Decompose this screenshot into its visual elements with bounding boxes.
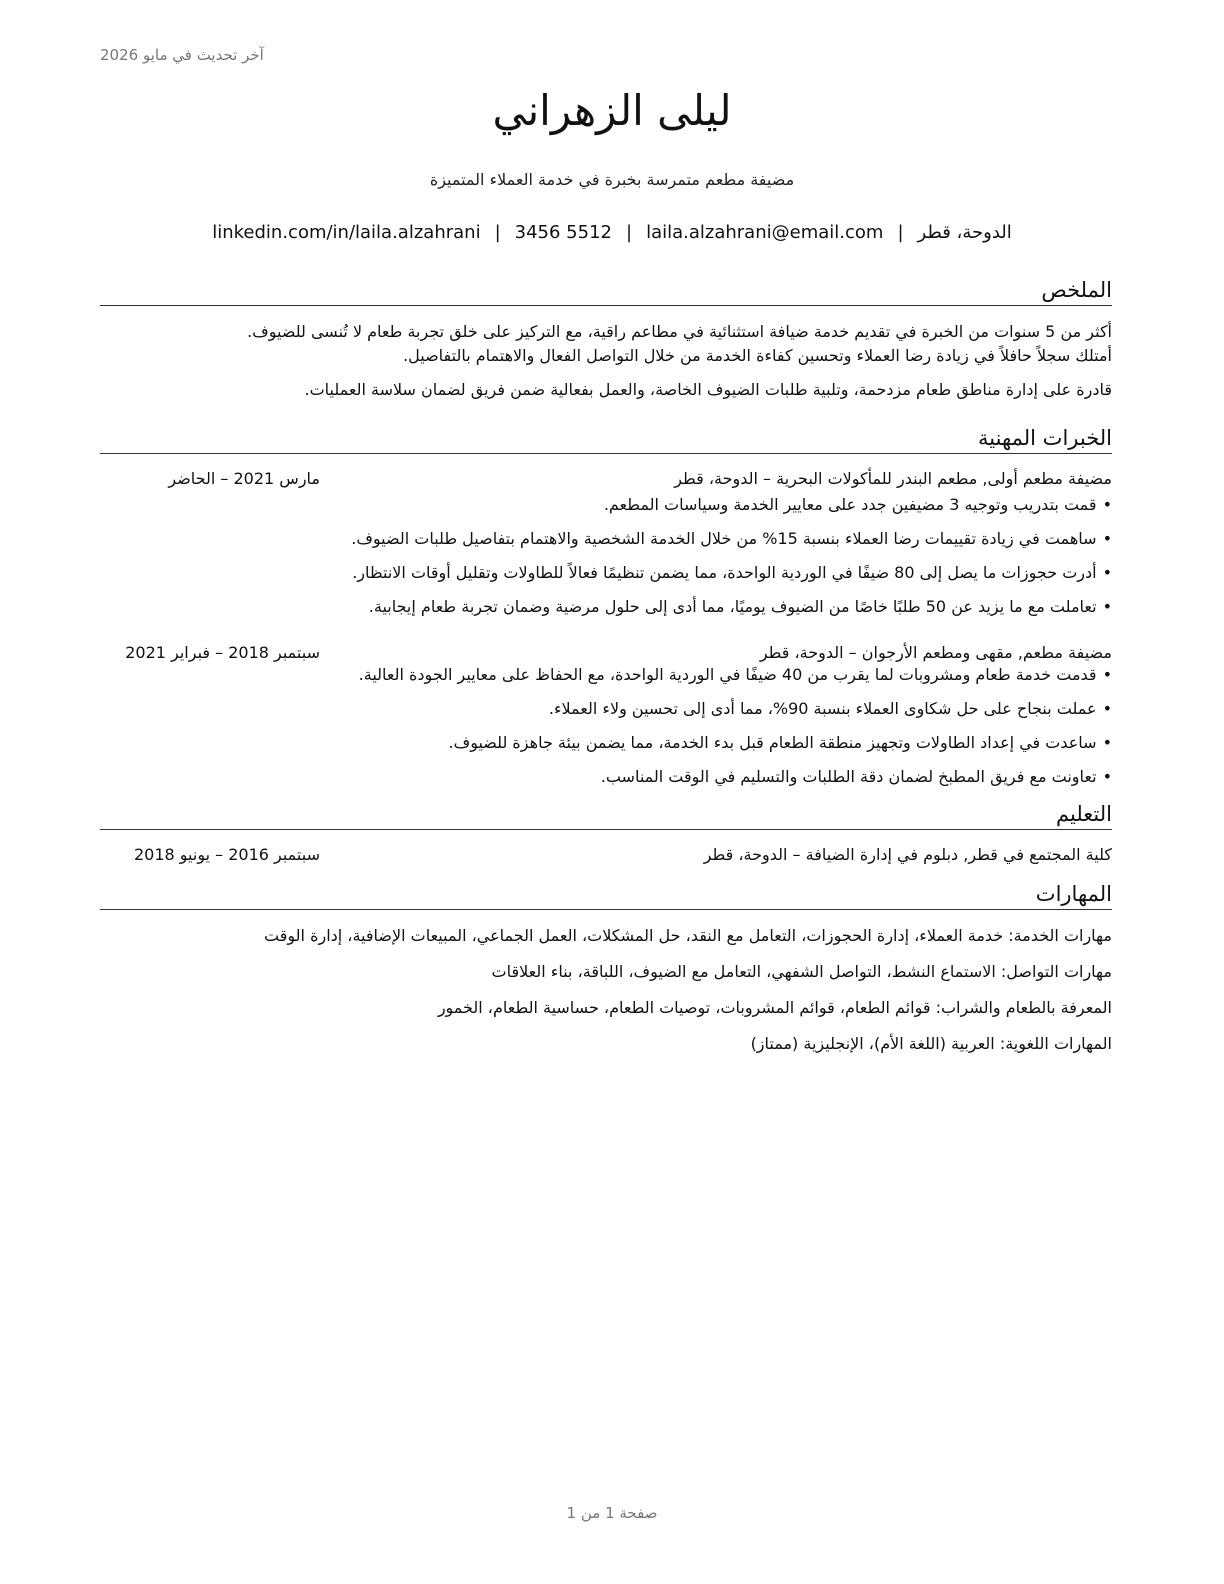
contact-email[interactable]: laila.alzahrani@email.com bbox=[646, 222, 884, 243]
job-bullet: •أدرت حجوزات ما يصل إلى 80 ضيفًا في الوردية الواحدة، مما يضمن تنظيمًا فعالاً للطاولات وتقليل أوقات الانتظار. bbox=[352, 563, 1112, 582]
education-section bbox=[100, 800, 1112, 866]
education-header bbox=[100, 844, 1112, 866]
summary-paragraph: أكثر من 5 سنوات من الخبرة في تقديم خدمة ضيافة استثنائية في مطاعم راقية، مع التركيز على خلق تجربة طعام لا تُنسى للضيوف. bbox=[247, 322, 1112, 341]
job-dates: مارس 2021 – الحاضر bbox=[168, 469, 320, 488]
contact-location: الدوحة، قطر bbox=[917, 222, 1012, 243]
skills-line: المهارات اللغوية: العربية (اللغة الأم)، الإنجليزية (ممتاز) bbox=[750, 1034, 1112, 1053]
job-bullets bbox=[100, 494, 1112, 618]
contact-phone[interactable]: 3456 5512 bbox=[514, 222, 612, 243]
contact-line bbox=[0, 222, 1224, 243]
skills-line: مهارات التواصل: الاستماع النشط، التواصل الشفهي، التعامل مع الضيوف، اللباقة، بناء العلاقات bbox=[491, 962, 1112, 981]
summary-paragraph: أمتلك سجلاً حافلاً في زيادة رضا العملاء وتحسين كفاءة الخدمة من خلال التواصل الفعال والاهتمام بالتفاصيل. bbox=[403, 346, 1112, 365]
contact-separator: | bbox=[494, 222, 501, 243]
summary-text bbox=[100, 320, 1112, 402]
job-header bbox=[100, 642, 1112, 664]
job-title: مضيفة مطعم أولى, مطعم البندر للمأكولات البحرية – الدوحة، قطر bbox=[674, 469, 1112, 488]
resume-body bbox=[100, 276, 1112, 1068]
skills-list bbox=[100, 924, 1112, 1056]
skills-line: المعرفة بالطعام والشراب: قوائم الطعام، قوائم المشروبات، توصيات الطعام، حساسية الطعام، الخمور bbox=[437, 998, 1112, 1017]
last-updated-note: آخر تحديث في مايو 2026 bbox=[100, 46, 264, 64]
job-header bbox=[100, 468, 1112, 490]
education-dates: سبتمبر 2016 – يونيو 2018 bbox=[133, 845, 320, 864]
summary-section bbox=[100, 276, 1112, 402]
page-number: صفحة 1 من 1 bbox=[566, 1504, 658, 1522]
contact-linkedin[interactable]: linkedin.com/in/laila.alzahrani bbox=[212, 222, 481, 243]
education-title: كلية المجتمع في قطر, دبلوم في إدارة الضيافة – الدوحة، قطر bbox=[703, 845, 1112, 864]
job-entry bbox=[100, 468, 1112, 618]
candidate-name: ليلى الزهراني bbox=[492, 86, 732, 135]
experience-section bbox=[100, 424, 1112, 788]
job-dates: سبتمبر 2018 – فبراير 2021 bbox=[125, 643, 320, 662]
contact-separator: | bbox=[626, 222, 633, 243]
job-bullet: •ساعدت في إعداد الطاولات وتجهيز منطقة الطعام قبل بدء الخدمة، مما يضمن بيئة جاهزة للضيوف. bbox=[448, 733, 1112, 752]
skills-heading: المهارات bbox=[100, 880, 1112, 910]
job-bullet: •تعاملت مع ما يزيد عن 50 طلبًا خاصًا من الضيوف يوميًا، مما أدى إلى حلول مرضية وضمان تجربة طعام إيجابية. bbox=[368, 597, 1112, 616]
skills-section bbox=[100, 880, 1112, 1056]
skills-line: مهارات الخدمة: خدمة العملاء، إدارة الحجوزات، التعامل مع النقد، حل المشكلات، العمل الجماعي، المبيعات الإضافية، إدارة الوقت bbox=[264, 926, 1112, 945]
job-bullet: •تعاونت مع فريق المطبخ لضمان دقة الطلبات والتسليم في الوقت المناسب. bbox=[600, 767, 1112, 786]
job-bullet: •ساهمت في زيادة تقييمات رضا العملاء بنسبة 15% من خلال الخدمة الشخصية والاهتمام بتفاصيل طلبات الضيوف. bbox=[351, 529, 1112, 548]
job-bullet: •قمت بتدريب وتوجيه 3 مضيفين جدد على معايير الخدمة وسياسات المطعم. bbox=[603, 495, 1112, 514]
job-bullets bbox=[100, 664, 1112, 788]
summary-heading: الملخص bbox=[100, 276, 1112, 306]
experience-heading: الخبرات المهنية bbox=[100, 424, 1112, 454]
job-title: مضيفة مطعم, مقهى ومطعم الأرجوان – الدوحة، قطر bbox=[759, 643, 1112, 662]
job-bullet: •عملت بنجاح على حل شكاوى العملاء بنسبة 90%، مما أدى إلى تحسين ولاء العملاء. bbox=[548, 699, 1112, 718]
contact-separator: | bbox=[897, 222, 904, 243]
education-entry bbox=[100, 844, 1112, 866]
job-entry bbox=[100, 642, 1112, 788]
job-bullet: •قدمت خدمة طعام ومشروبات لما يقرب من 40 ضيفًا في الوردية الواحدة، مع الحفاظ على معايير الجودة العالية. bbox=[358, 665, 1112, 684]
summary-paragraph: قادرة على إدارة مناطق طعام مزدحمة، وتلبية طلبات الضيوف الخاصة، والعمل بفعالية ضمن فريق لضمان سلاسة العمليات. bbox=[304, 380, 1112, 399]
candidate-tagline: مضيفة مطعم متمرسة بخبرة في خدمة العملاء المتميزة bbox=[429, 170, 795, 189]
education-heading: التعليم bbox=[100, 800, 1112, 830]
